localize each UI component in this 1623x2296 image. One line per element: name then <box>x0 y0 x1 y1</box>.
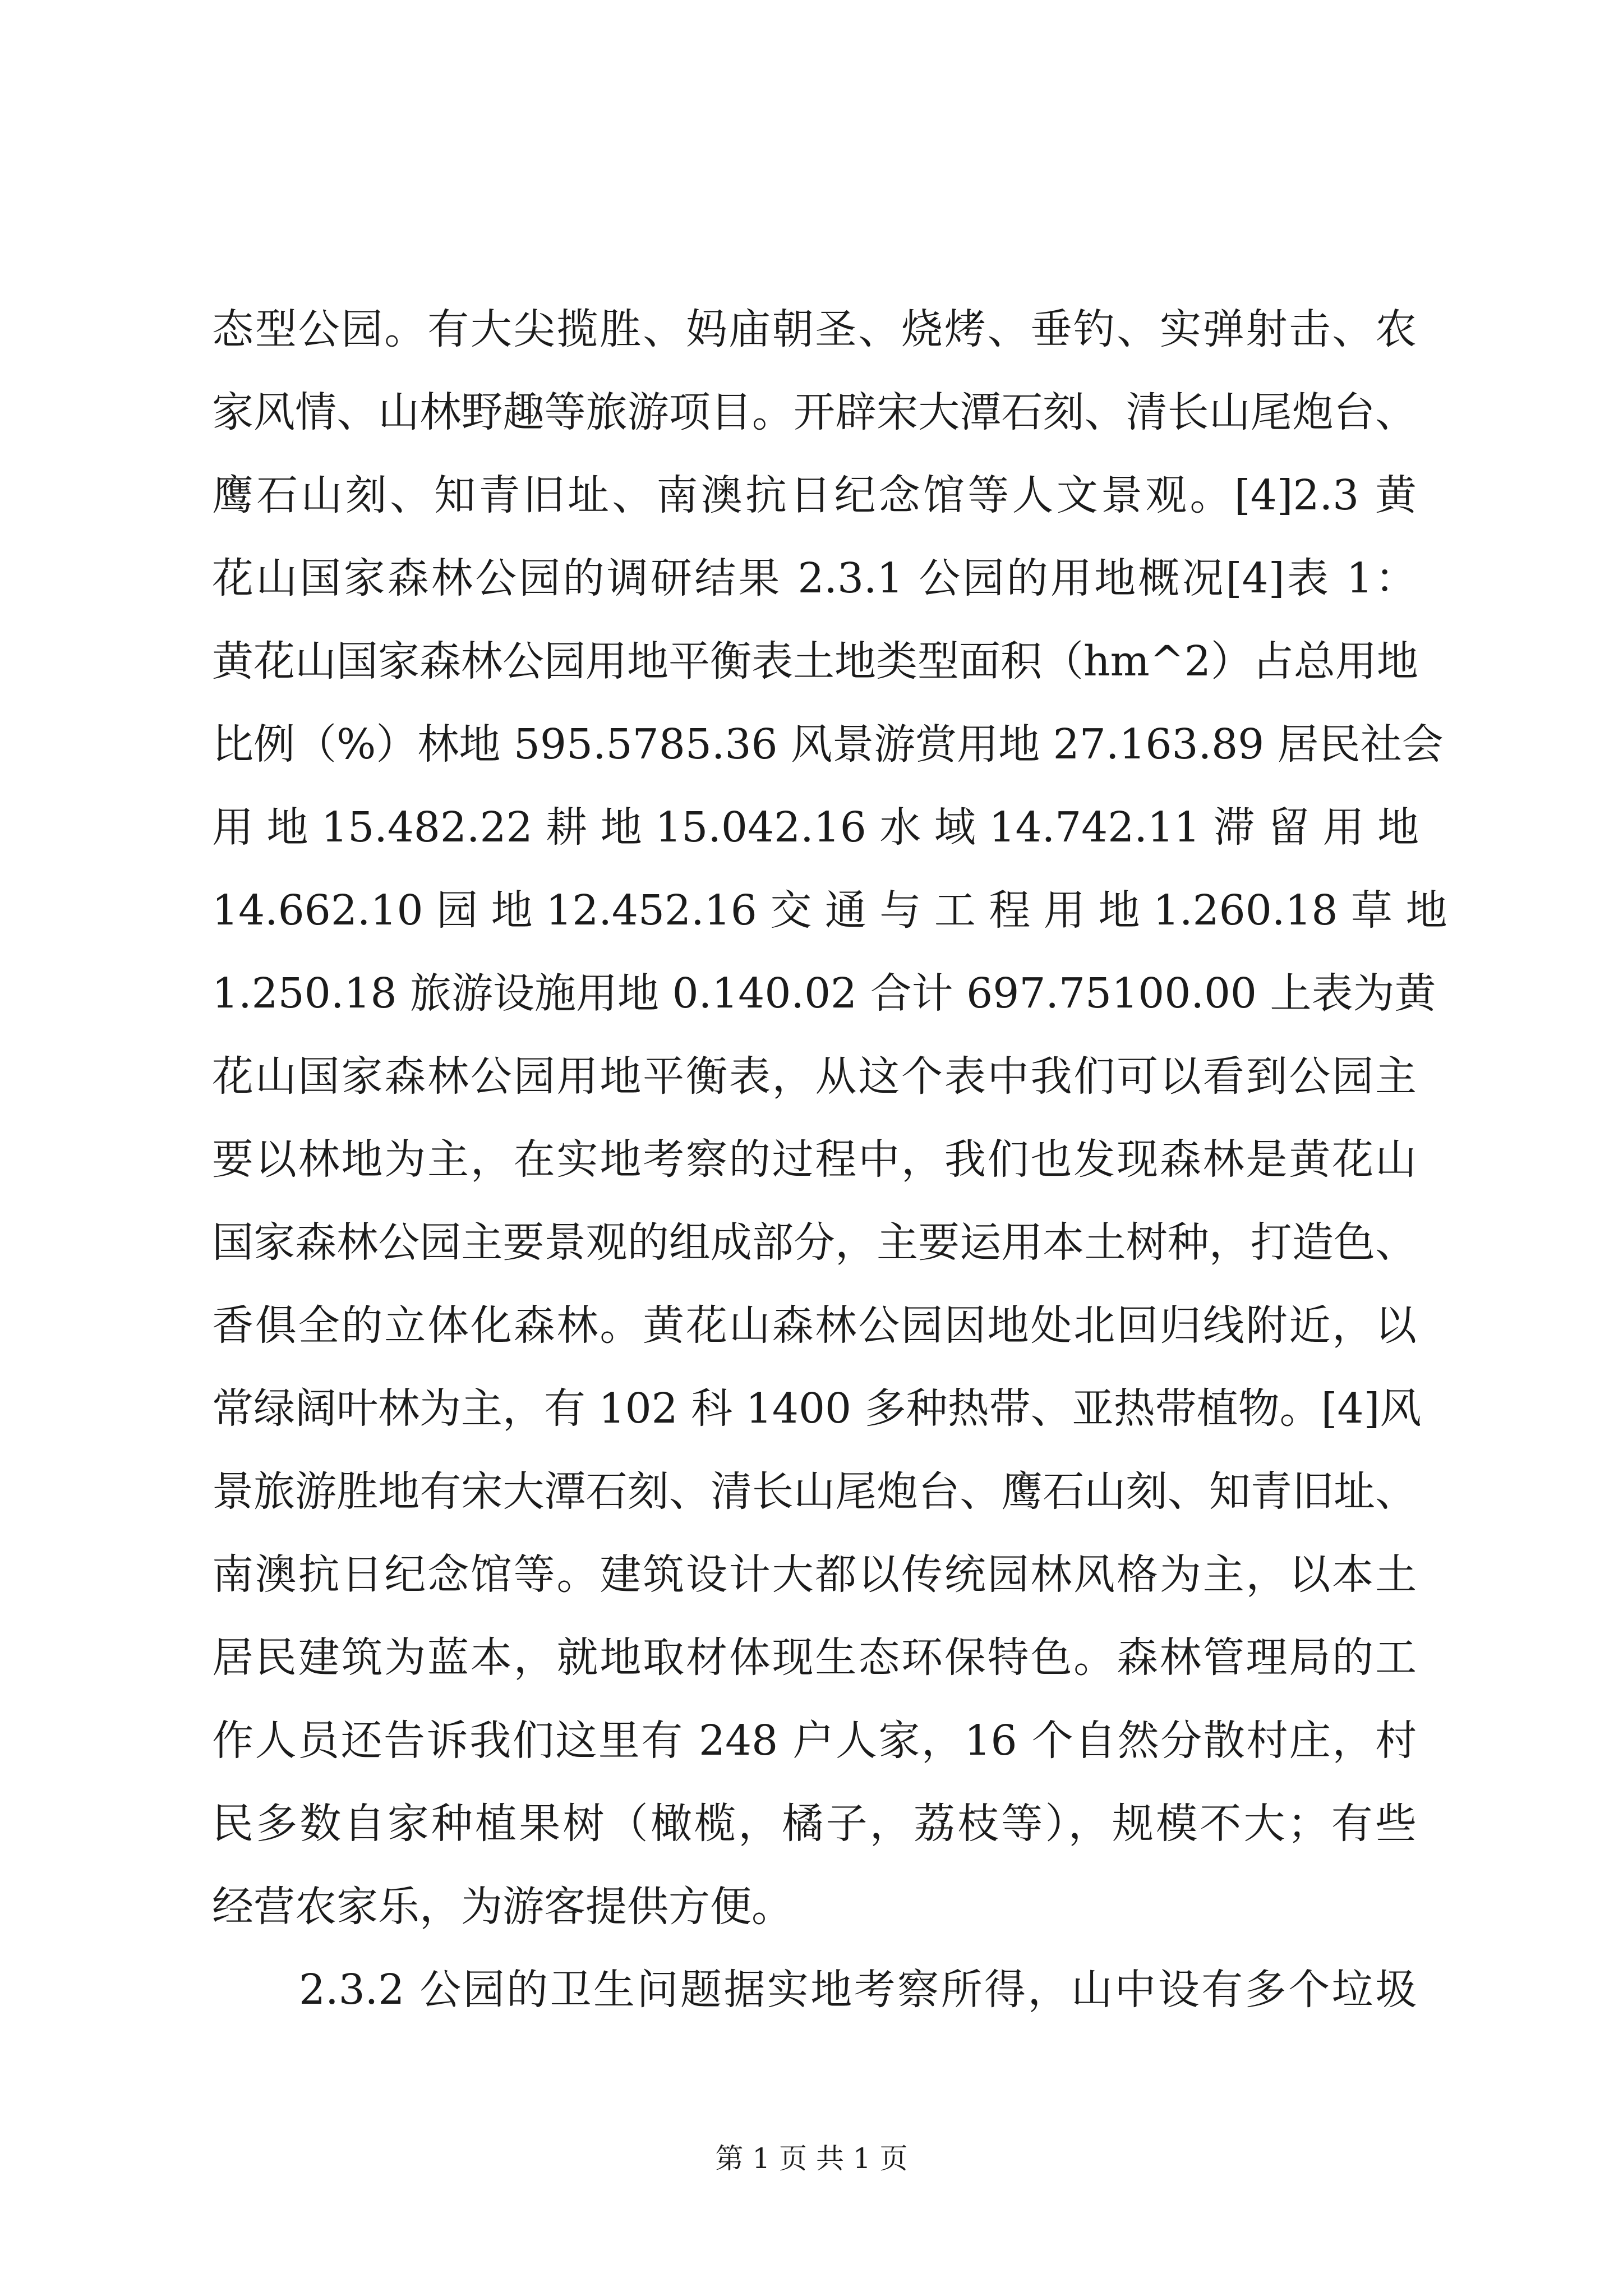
text-line: 经营农家乐，为游客提供方便。 <box>212 1883 793 1931</box>
text-line: 景旅游胜地有宋大潭石刻、清长山尾炮台、鹰石山刻、知青旧址、 <box>212 1467 1417 1516</box>
text-line: 14.662.10 园 地 12.452.16 交 通 与 工 程 用 地 1.260.18 草 地 <box>212 886 1447 935</box>
text-line: 南澳抗日纪念馆等。建筑设计大都以传统园林风格为主，以本土 <box>212 1550 1417 1599</box>
text-line: 常绿阔叶林为主，有 102 科 1400 多种热带、亚热带植物。[4]风 <box>212 1384 1422 1433</box>
page-number: 第 1 页 共 1 页 <box>715 2142 908 2175</box>
text-line: 花山国家森林公园用地平衡表，从这个表中我们可以看到公园主 <box>212 1052 1417 1101</box>
paragraph-first-line: 2.3.2 公园的卫生问题据实地考察所得，山中设有多个垃圾 <box>299 1966 1417 2014</box>
text-line: 香俱全的立体化森林。黄花山森林公园因地处北回归线附近，以 <box>212 1301 1417 1350</box>
text-line: 居民建筑为蓝本，就地取材体现生态环保特色。森林管理局的工 <box>212 1634 1417 1682</box>
text-line: 民多数自家种植果树（橄榄，橘子，荔枝等），规模不大；有些 <box>212 1800 1417 1848</box>
text-line: 鹰石山刻、知青旧址、南澳抗日纪念馆等人文景观。[4]2.3 黄 <box>212 471 1417 519</box>
text-line: 黄花山国家森林公园用地平衡表土地类型面积（hm^2）占总用地 <box>212 637 1418 685</box>
text-line: 态型公园。有大尖揽胜、妈庙朝圣、烧烤、垂钓、实弹射击、农 <box>212 305 1417 353</box>
text-line: 家风情、山林野趣等旅游项目。开辟宋大潭石刻、清长山尾炮台、 <box>212 388 1417 436</box>
text-line: 要以林地为主，在实地考察的过程中，我们也发现森林是黄花山 <box>212 1135 1417 1184</box>
text-line: 国家森林公园主要景观的组成部分，主要运用本土树种，打造色、 <box>212 1218 1417 1267</box>
text-line: 花山国家森林公园的调研结果 2.3.1 公园的用地概况[4]表 1： <box>212 554 1417 602</box>
text-line: 作人员还告诉我们这里有 248 户人家，16 个自然分散村庄，村 <box>212 1717 1417 1765</box>
body-text <box>212 288 1447 2031</box>
text-line: 用 地 15.482.22 耕 地 15.042.16 水 域 14.742.11 滞 留 用 地 <box>212 803 1419 852</box>
text-line: 1.250.18 旅游设施用地 0.140.02 合计 697.75100.00 上表为黄 <box>212 969 1436 1018</box>
text-line: 比例（%）林地 595.5785.36 风景游赏用地 27.163.89 居民社会 <box>212 720 1444 769</box>
